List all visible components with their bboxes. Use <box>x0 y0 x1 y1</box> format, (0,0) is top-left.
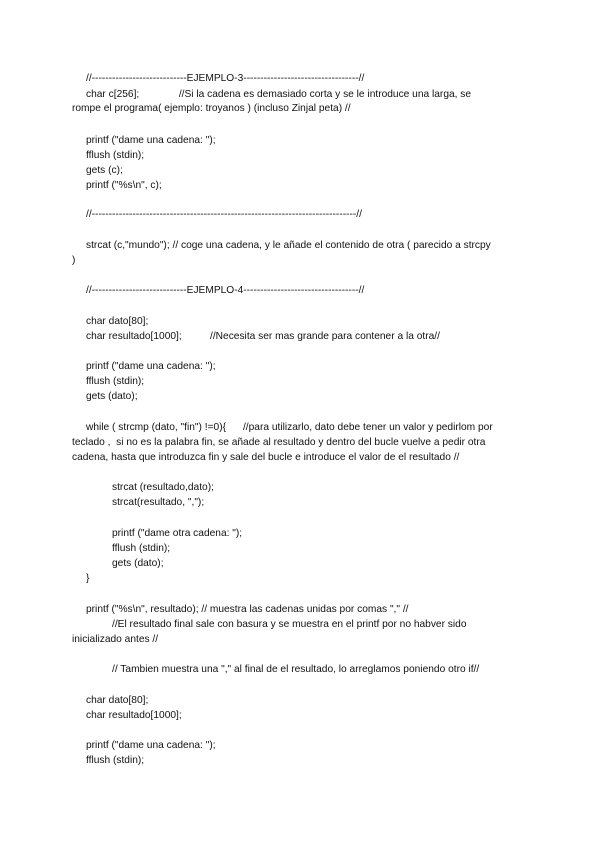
code-line: char dato[80]; <box>86 316 149 327</box>
code-line-wrap: teclado , si no es la palabra fin, se añade al resultado y dentro del bucle vuelve a pedir otra <box>72 437 486 448</box>
code-line: gets (c); <box>86 165 123 176</box>
code-line: gets (dato); <box>112 558 164 569</box>
code-line: while ( strcmp (dato, "fin") !=0){ //para utilizarlo, dato debe tener un valor y pedirlom por <box>86 422 493 433</box>
code-line: fflush (stdin); <box>86 755 145 766</box>
code-line: // Tambien muestra una "," al final de el resultado, lo arreglamos poniendo otro if// <box>112 664 480 675</box>
code-line: strcat(resultado, ","); <box>112 497 205 508</box>
code-line-wrap: inicializado antes // <box>72 634 159 645</box>
code-line: printf ("dame una cadena: "); <box>86 135 216 146</box>
code-line: printf ("%s\n", c); <box>86 180 162 191</box>
code-line: printf ("%s\n", resultado); // muestra las cadenas unidas por comas "," // <box>86 604 409 615</box>
code-line-closing-brace: } <box>86 573 90 584</box>
separator-ejemplo-3: //----------------------------EJEMPLO-3----------------------------------// <box>86 73 365 84</box>
code-line: //El resultado final sale con basura y se muestra en el printf por no habver sido <box>112 619 467 630</box>
code-line-wrap: rompe el programa( ejemplo: troyanos ) (incluso Zinjal peta) // <box>72 103 351 114</box>
code-line: fflush (stdin); <box>112 543 171 554</box>
code-line: printf ("dame una cadena: "); <box>86 361 216 372</box>
code-line: char resultado[1000]; //Necesita ser mas grande para contener a la otra// <box>86 331 440 342</box>
code-line: char dato[80]; <box>86 695 149 706</box>
code-line: strcat (resultado,dato); <box>112 482 214 493</box>
separator-line: //------------------------------------------------------------------------------// <box>86 209 362 220</box>
code-line: char c[256]; //Si la cadena es demasiado corta y se le introduce una larga, se <box>86 89 472 100</box>
code-line: fflush (stdin); <box>86 376 145 387</box>
separator-ejemplo-4: //----------------------------EJEMPLO-4----------------------------------// <box>86 285 365 296</box>
code-line-wrap: ) <box>72 255 76 266</box>
code-line: printf ("dame otra cadena: "); <box>112 528 243 539</box>
code-line: printf ("dame una cadena: "); <box>86 740 216 751</box>
code-line: fflush (stdin); <box>86 150 145 161</box>
code-line: gets (dato); <box>86 391 138 402</box>
code-line: char resultado[1000]; <box>86 710 182 721</box>
code-line-wrap: cadena, hasta que introduzca fin y sale del bucle e introduce el valor de el resultado // <box>72 452 460 463</box>
code-line: strcat (c,"mundo"); // coge una cadena, y le añade el contenido de otra ( parecido a strcpy <box>86 240 491 251</box>
